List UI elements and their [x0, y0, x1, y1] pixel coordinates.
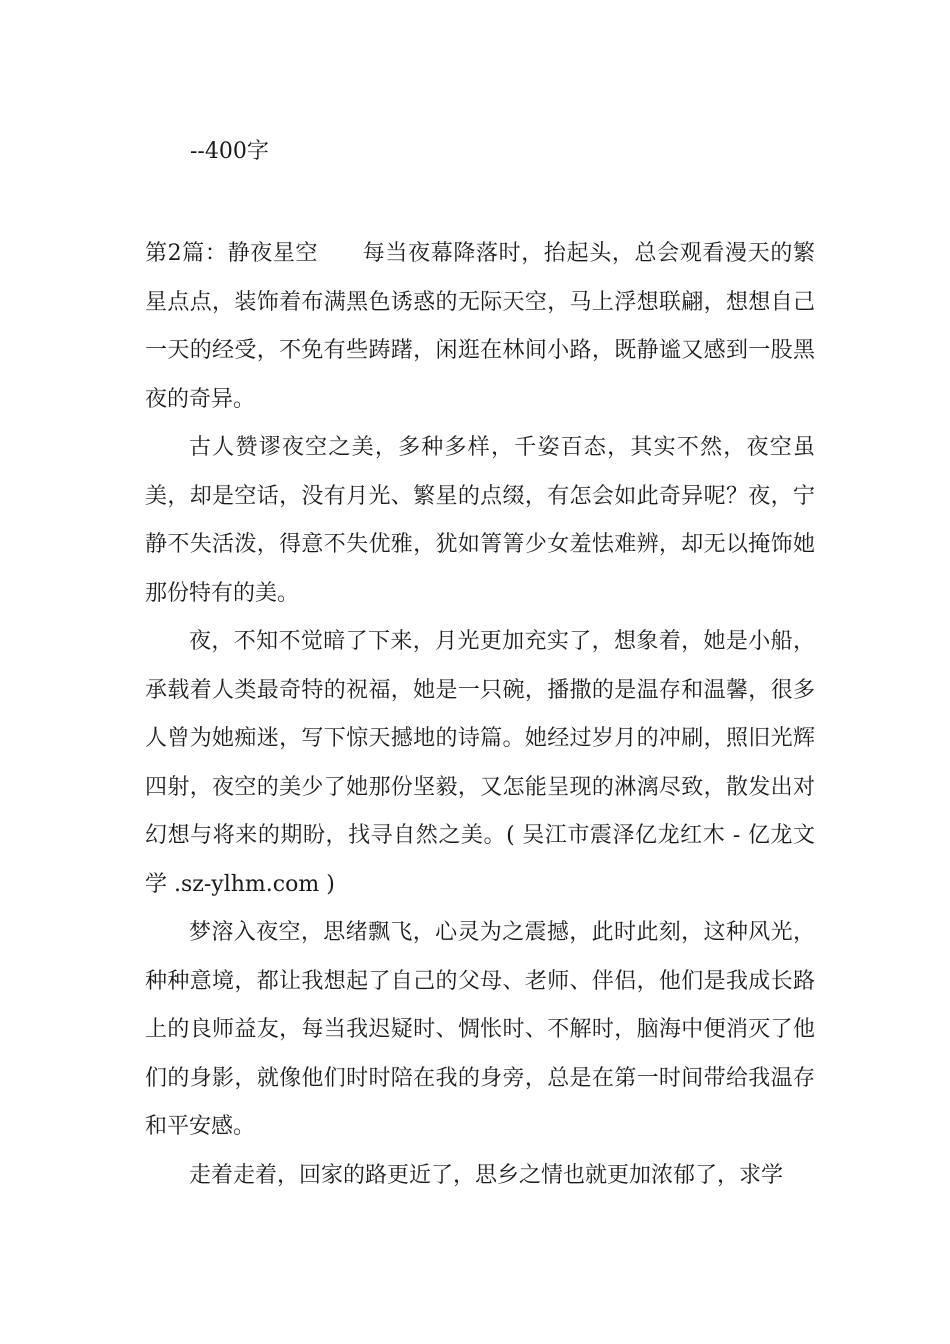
paragraph: 夜，不知不觉暗了下来，月光更加充实了，想象着，她是小船，承载着人类最奇特的祝福，她是一只碗，播撒的是温存和温馨，很多人曾为她痴迷，写下惊天撼地的诗篇。她经过岁月的冲刷，照旧光辉四射，夜空的美少了她那份坚毅，又怎能呈现的淋漓尽致，散发出对幻想与将来的期盼，找寻自然之美。( 吴江市震泽亿龙红木 - 亿龙文学 .sz-ylhm.com ) — [145, 629, 815, 897]
paragraph: 梦溶入夜空，思绪飘飞，心灵为之震撼，此时此刻，这种风光，种种意境，都让我想起了自己的父母、老师、伴侣，他们是我成长路上的良师益友，每当我迟疑时、惆怅时、不解时，脑海中便消灭了他们的身影，就像他们时时陪在我的身旁，总是在第一时间带给我温存和平安感。 — [145, 920, 815, 1139]
paragraph: 古人赞谬夜空之美，多种多样，千姿百态，其实不然，夜空虽美，却是空话，没有月光、繁星的点缀，有怎会如此奇异呢？夜，宁静不失活泼，得意不失优雅，犹如箐箐少女羞怯难辨，却无以掩饰她那份特有的美。 — [145, 435, 815, 606]
article-body — [145, 230, 815, 1200]
paragraph-text: 每当夜幕降落时，抬起头，总会观看漫天的繁星点点，装饰着布满黑色诱惑的无际天空，马上浮想联翩，想想自己一天的经受，不免有些踌躇，闲逛在林间小路，既静谧又感到一股黑夜的奇异。 — [145, 241, 815, 412]
word-count-label: --400字 — [190, 139, 269, 164]
article-first-paragraph — [145, 230, 815, 424]
article-title: 第2篇：静夜星空 — [145, 241, 319, 266]
paragraph: 走着走着，回家的路更近了，思乡之情也就更加浓郁了，求学 — [189, 1162, 784, 1188]
